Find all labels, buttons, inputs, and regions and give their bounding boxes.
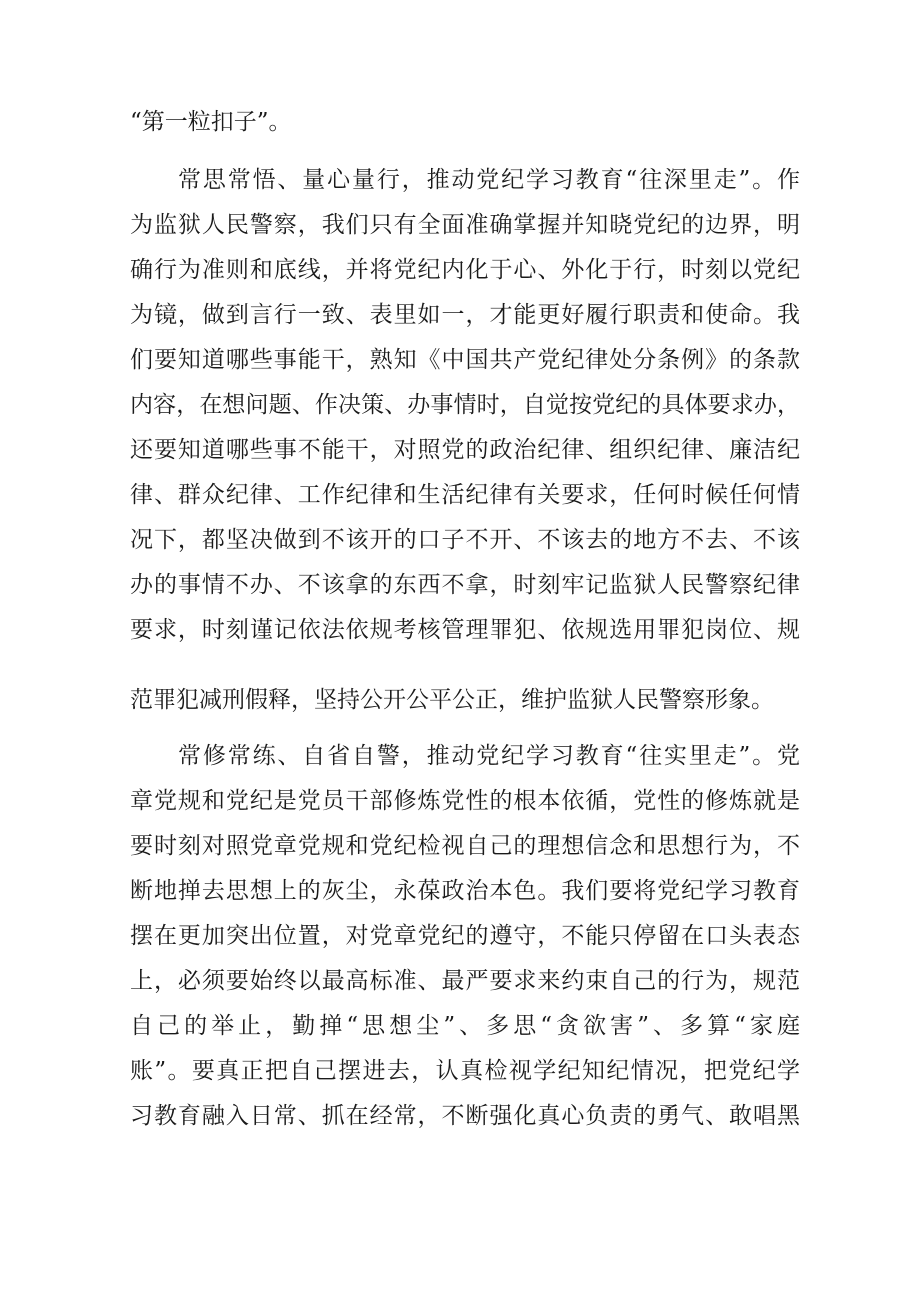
text-line: 上，必须要始终以最高标准、最严要求来约束自己的行为，规范 xyxy=(130,968,800,994)
text-line: 范罪犯减刑假释，坚持公开公平公正，维护监狱人民警察形象。 xyxy=(130,687,774,713)
text-line: 要时刻对照党章党规和党纪检视自己的理想信念和思想行为，不 xyxy=(130,833,800,859)
text-line: 还要知道哪些事不能干，对照党的政治纪律、组织纪律、廉洁纪 xyxy=(130,437,800,463)
text-line: 断地掸去思想上的灰尘，永葆政治本色。我们要将党纪学习教育 xyxy=(130,878,800,904)
text-line: 自己的举止，勤掸“思想尘”、多思“贪欲害”、多算“家庭 xyxy=(130,1013,800,1039)
text-line: 账”。要真正把自己摆进去，认真检视学纪知纪情况，把党纪学 xyxy=(130,1058,800,1084)
text-line: 办的事情不办、不该拿的东西不拿，时刻牢记监狱人民警察纪律 xyxy=(130,572,800,598)
paragraph-start-line: 常思常悟、量心量行，推动党纪学习教育“往深里走”。作 xyxy=(178,167,800,193)
text-line: 章党规和党纪是党员干部修炼党性的根本依循，党性的修炼就是 xyxy=(130,788,800,814)
text-line: 要求，时刻谨记依法依规考核管理罪犯、依规选用罪犯岗位、规 xyxy=(130,617,800,643)
text-line: 习教育融入日常、抓在经常，不断强化真心负责的勇气、敢唱黑 xyxy=(130,1103,800,1129)
paragraph-start-line: 常修常练、自省自警，推动党纪学习教育“往实里走”。党 xyxy=(178,743,800,769)
text-line: 们要知道哪些事能干，熟知《中国共产党纪律处分条例》的条款 xyxy=(130,347,800,373)
text-line: 确行为准则和底线，并将党纪内化于心、外化于行，时刻以党纪 xyxy=(130,257,800,283)
text-line: 内容，在想问题、作决策、办事情时，自觉按党纪的具体要求办， xyxy=(130,392,800,418)
text-line: “第一粒扣子”。 xyxy=(130,109,292,135)
text-line: 况下，都坚决做到不该开的口子不开、不该去的地方不去、不该 xyxy=(130,527,800,553)
text-line: 为镜，做到言行一致、表里如一，才能更好履行职责和使命。我 xyxy=(130,302,800,328)
text-line: 摆在更加突出位置，对党章党纪的遵守，不能只停留在口头表态 xyxy=(130,923,800,949)
text-line: 为监狱人民警察，我们只有全面准确掌握并知晓党纪的边界，明 xyxy=(130,212,800,238)
text-line: 律、群众纪律、工作纪律和生活纪律有关要求，任何时候任何情 xyxy=(130,482,800,508)
